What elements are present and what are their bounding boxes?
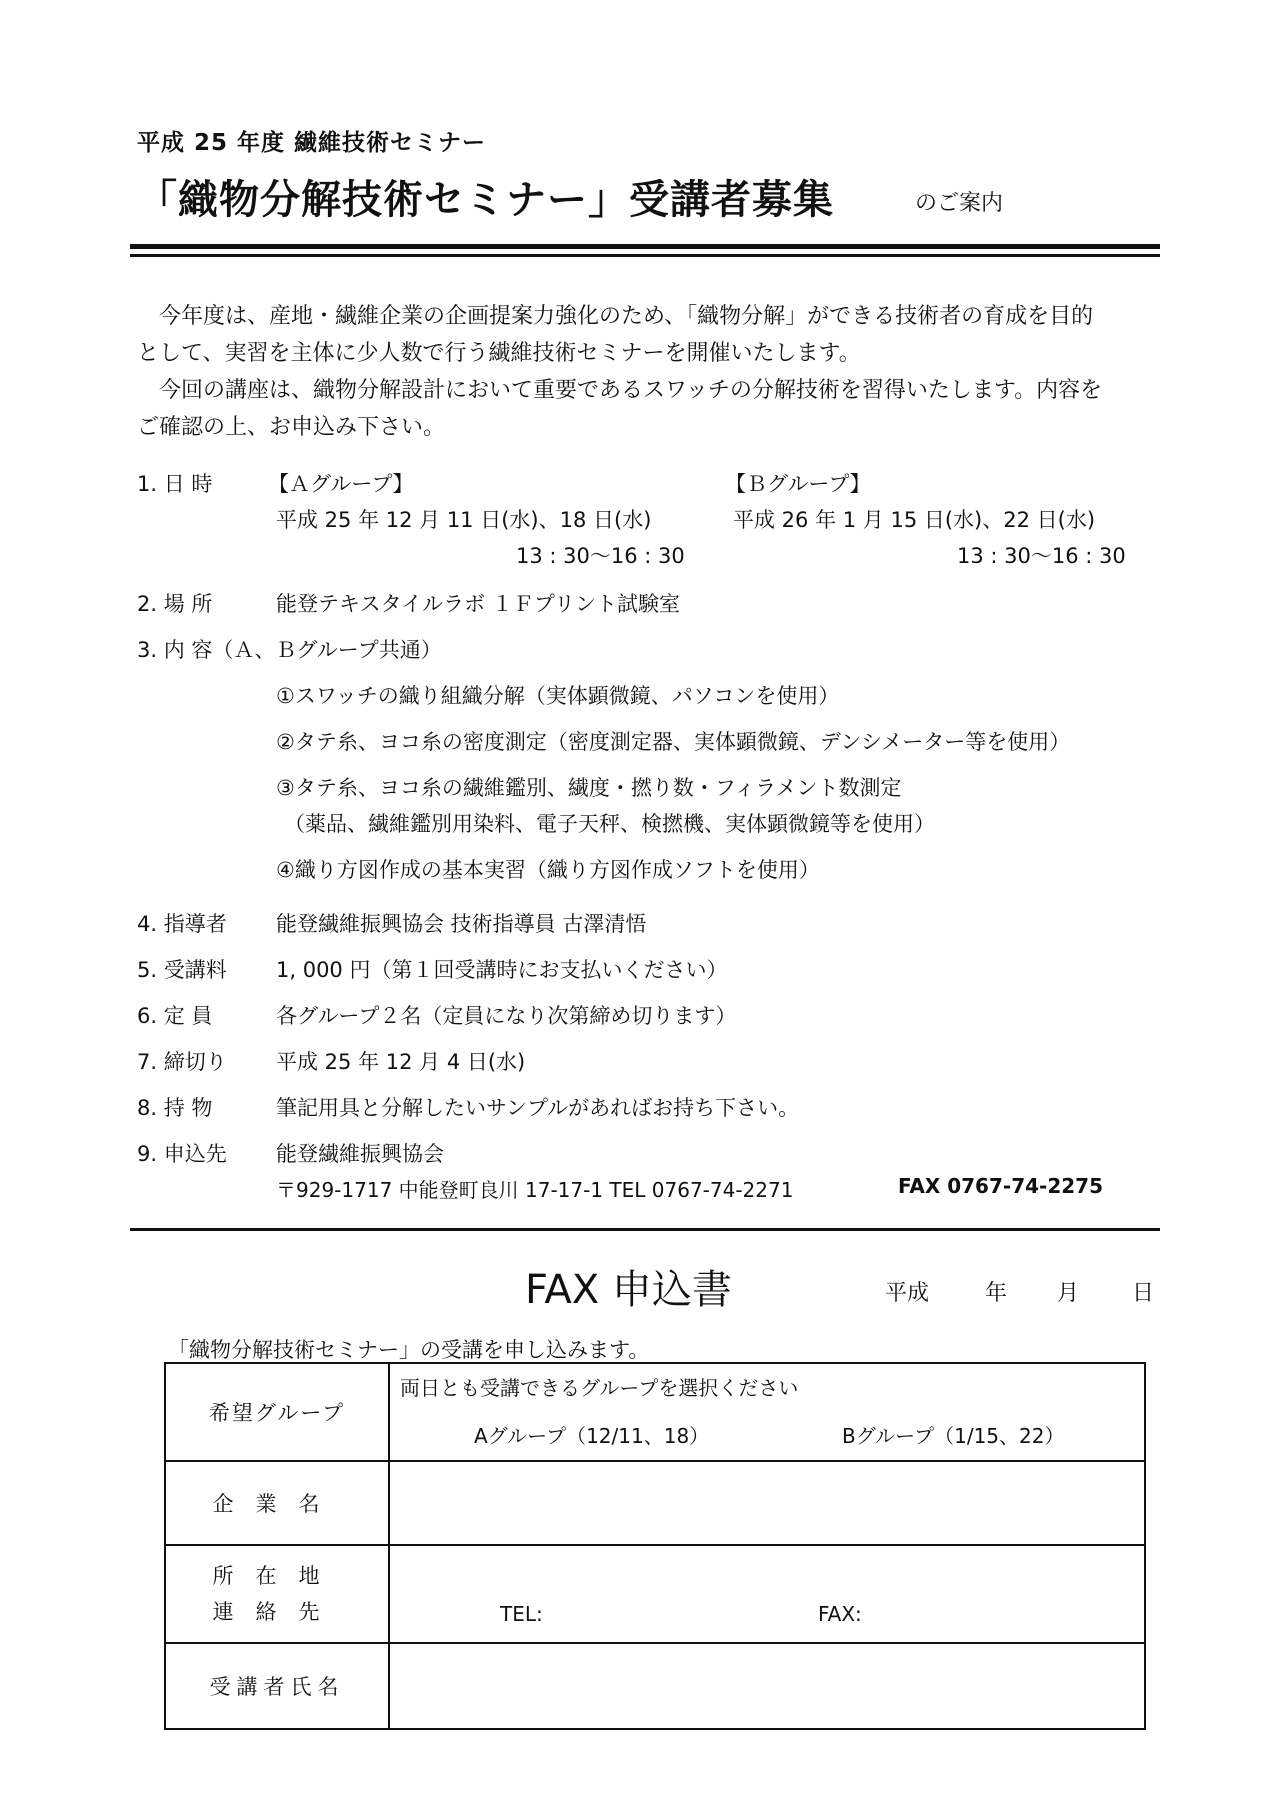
item-belongings-value: 筆記用具と分解したいサンプルがあればお持ち下さい。 — [276, 1096, 800, 1120]
item-capacity-label: 6. 定 員 — [137, 1004, 213, 1028]
item-fee-value: 1, 000 円（第１回受講時にお支払いください） — [276, 958, 728, 982]
item-apply-org: 能登繊維振興協会 — [276, 1142, 444, 1166]
item-apply-label: 9. 申込先 — [137, 1142, 227, 1166]
item-content-label: 3. 内 容（Ａ、Ｂグループ共通） — [137, 638, 442, 662]
date-year: 年 — [985, 1281, 1008, 1306]
item-deadline-value: 平成 25 年 12 月 4 日(水) — [276, 1050, 526, 1074]
form-row-company — [165, 1461, 1145, 1545]
apply-statement: 「織物分解技術セミナー」の受講を申し込みます。 — [168, 1338, 650, 1362]
item-apply-address: 〒929-1717 中能登町良川 17-17-1 TEL 0767-74-2271 — [276, 1178, 794, 1202]
intro-line: 今年度は、産地・繊維企業の企画提案力強化のため、「織物分解」ができる技術者の育成を目的 — [137, 304, 1094, 329]
header-rule-thin — [130, 254, 1160, 257]
group-option-a[interactable]: Aグループ（12/11、18） — [474, 1424, 710, 1448]
item-belongings-label: 8. 持 物 — [137, 1096, 213, 1120]
group-option-b[interactable]: Bグループ（1/15、22） — [842, 1424, 1065, 1448]
content-line: ②タテ糸、ヨコ糸の密度測定（密度測定器、実体顕微鏡、デンシメーター等を使用） — [276, 730, 1071, 754]
group-b-title: 【Ｂグループ】 — [725, 472, 871, 496]
address-label — [165, 1545, 389, 1643]
intro-line: 今回の講座は、織物分解設計において重要であるスワッチの分解技術を習得いたします。内容を — [137, 378, 1103, 403]
form-row-name — [165, 1643, 1145, 1729]
item-datetime-label: 1. 日 時 — [137, 472, 213, 496]
content-line: ④織り方図作成の基本実習（織り方図作成ソフトを使用） — [276, 858, 820, 882]
section-divider — [130, 1228, 1160, 1231]
fax-form-title: FAX 申込書 — [525, 1267, 732, 1313]
group-instruction: 両日とも受講できるグループを選択ください — [400, 1376, 799, 1400]
attendee-name-label: 受講者氏名 — [165, 1643, 389, 1729]
address-field[interactable] — [389, 1545, 1145, 1643]
item-instructor-label: 4. 指導者 — [137, 912, 227, 936]
group-a-time: 13 : 30～16 : 30 — [516, 544, 685, 568]
content-line: ③タテ糸、ヨコ糸の繊維鑑別、繊度・撚り数・フィラメント数測定 — [276, 776, 902, 800]
item-place-value: 能登テキスタイルラボ １Ｆプリント試験室 — [276, 592, 680, 616]
date-month: 月 — [1057, 1281, 1080, 1306]
seminar-title-tail: のご案内 — [915, 191, 1004, 216]
intro-line: ご確認の上、お申込み下さい。 — [137, 415, 446, 440]
company-field[interactable] — [389, 1461, 1145, 1545]
item-apply-fax: FAX 0767-74-2275 — [898, 1174, 1103, 1198]
address-label-line: 所在地 — [212, 1564, 342, 1588]
group-b-time: 13 : 30～16 : 30 — [957, 544, 1126, 568]
item-place-label: 2. 場 所 — [137, 592, 213, 616]
content-line: ①スワッチの織り組織分解（実体顕微鏡、パソコンを使用） — [276, 684, 840, 708]
attendee-name-field[interactable] — [389, 1643, 1145, 1729]
date-day: 日 — [1132, 1281, 1155, 1306]
group-field[interactable] — [389, 1363, 1145, 1461]
content-line: （薬品、繊維鑑別用染料、電子天秤、検撚機、実体顕微鏡等を使用） — [284, 812, 935, 836]
tel-label: TEL: — [500, 1602, 543, 1626]
intro-line: として、実習を主体に少人数で行う繊維技術セミナーを開催いたします。 — [137, 341, 861, 366]
form-row-address — [165, 1545, 1145, 1643]
application-form-table — [164, 1362, 1146, 1730]
company-label: 企業名 — [165, 1461, 389, 1545]
group-a-title: 【Ａグループ】 — [268, 472, 414, 496]
group-label: 希望グループ — [165, 1363, 389, 1461]
form-row-group — [165, 1363, 1145, 1461]
seminar-title: 「織物分解技術セミナー」受講者募集 — [137, 177, 834, 223]
item-deadline-label: 7. 締切り — [137, 1050, 227, 1074]
item-capacity-value: 各グループ２名（定員になり次第締め切ります） — [276, 1004, 737, 1028]
fax-label: FAX: — [818, 1602, 862, 1626]
item-instructor-value: 能登繊維振興協会 技術指導員 古澤清悟 — [276, 912, 647, 936]
seminar-subtitle: 平成 25 年度 繊維技術セミナー — [137, 130, 487, 156]
header-rule-thick — [130, 244, 1160, 249]
group-a-dates: 平成 25 年 12 月 11 日(水)、18 日(水) — [276, 508, 652, 532]
date-era: 平成 — [885, 1281, 930, 1306]
contact-label-line: 連絡先 — [212, 1600, 342, 1624]
item-fee-label: 5. 受講料 — [137, 958, 227, 982]
group-b-dates: 平成 26 年 1 月 15 日(水)、22 日(水) — [733, 508, 1096, 532]
